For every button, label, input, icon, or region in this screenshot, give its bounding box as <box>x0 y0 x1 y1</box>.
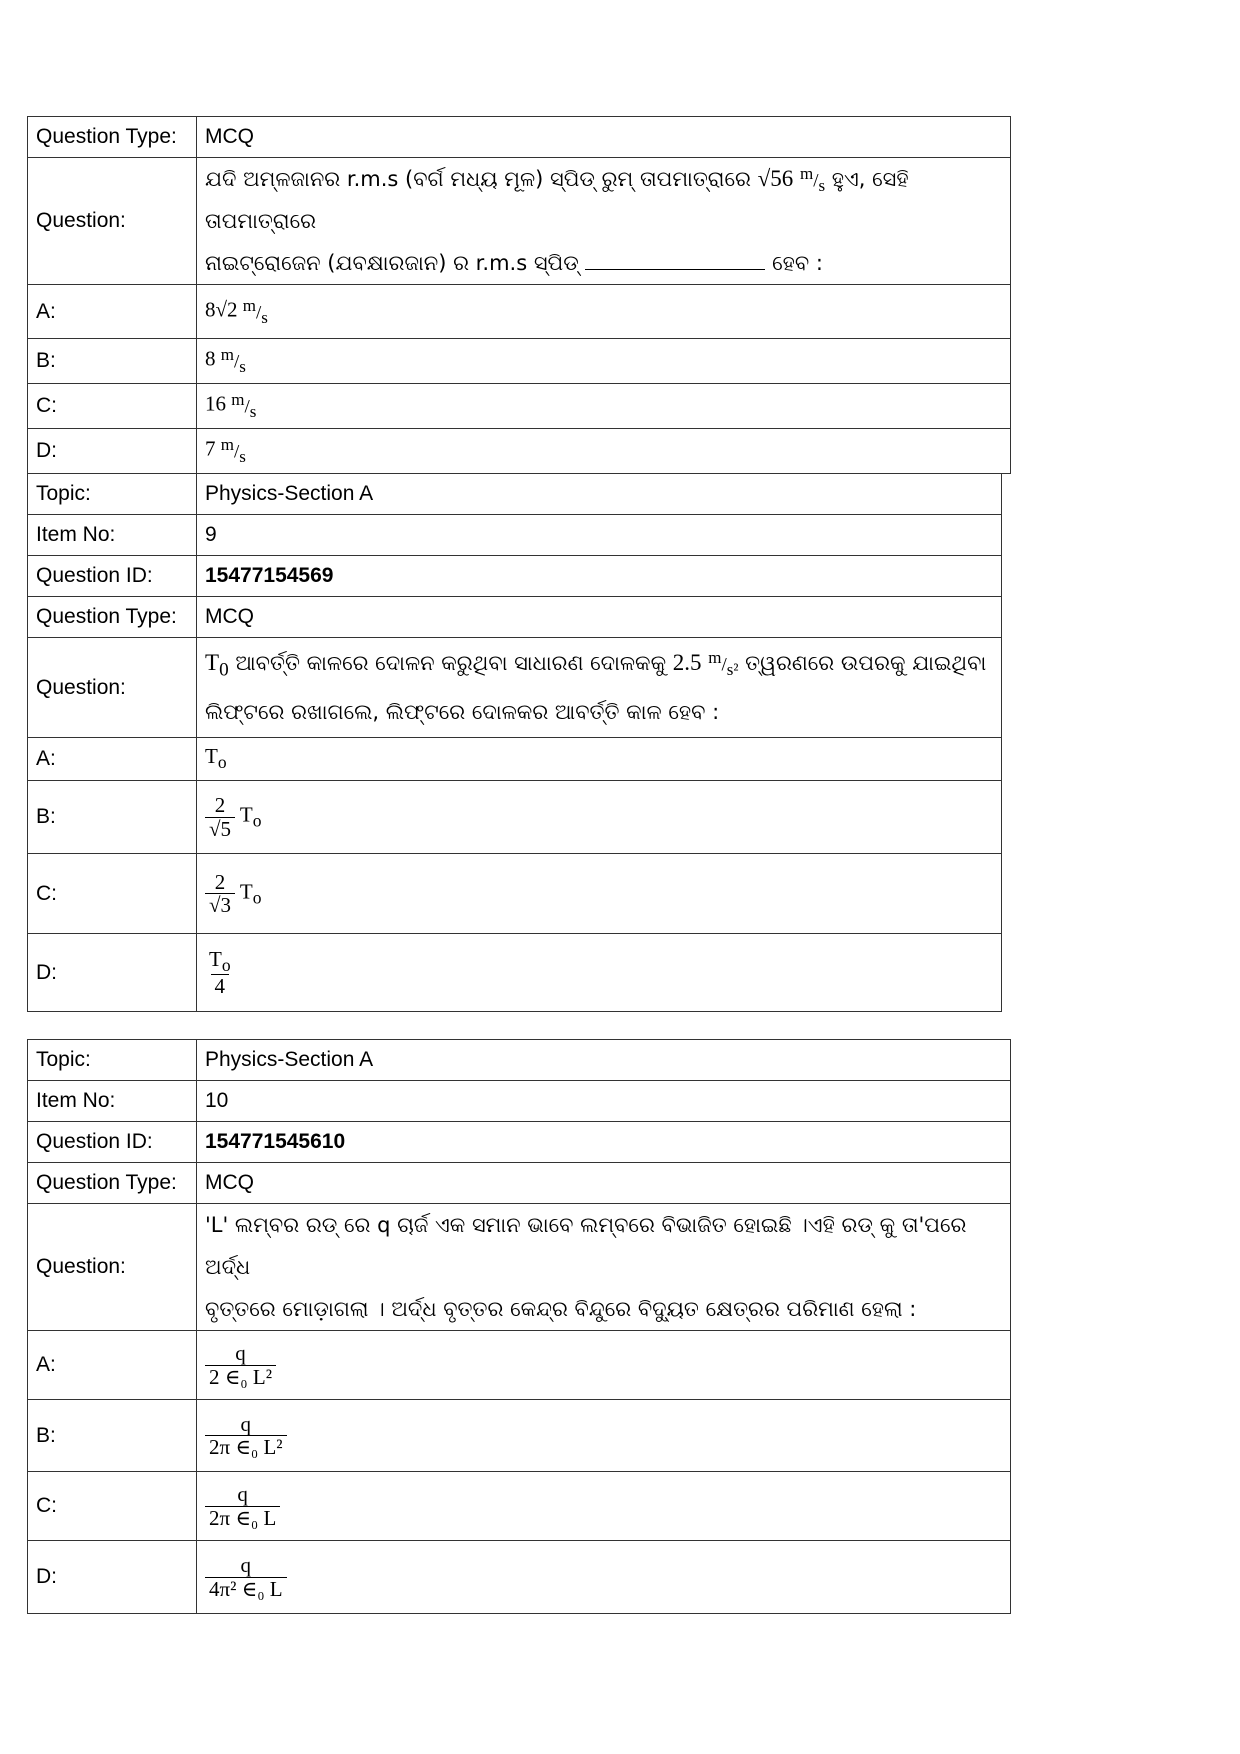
option-b-label: B: <box>28 781 197 854</box>
question-text-part1: ଯଦି ଅମ୍ଳଜାନର r.m.s (ବର୍ଗ ମଧ୍ୟ ମୂଳ) ସ୍ପିଡ୍ ରୁମ୍ ତାପମାତ୍ରାରେ <box>205 167 751 191</box>
question-speed-unit: $^m/_s$ <box>799 164 826 196</box>
option-c-label: C: <box>28 854 197 934</box>
question-id-value: 154771545610 <box>197 1122 1011 1163</box>
question-text-line2: ବୃତ୍ତରେ ମୋଡ଼ାଗଲା । ଅର୍ଦ୍ଧ ବୃତ୍ତର କେନ୍ଦ୍ର ବିନ୍ଦୁରେ ବିଦ୍ୟୁତ କ୍ଷେତ୍ରର ପରିମାଣ ହେଲା : <box>205 1297 917 1321</box>
question-type-label: Question Type: <box>28 1163 197 1204</box>
item-no-value: 10 <box>197 1081 1011 1122</box>
question-text-part2: ହୁଏ, ସେହି ତାପମାତ୍ରାରେ <box>205 167 909 233</box>
acceleration-value: 2.5 <box>672 649 702 675</box>
option-d: $\frac{q}{\text{4π² ∈₀ L}}$ <box>197 1541 1011 1614</box>
option-d: 7 $^m/_s$ <box>197 429 1011 474</box>
question-id-value: 15477154569 <box>197 556 1002 597</box>
question-text-line2a: ନାଇଟ୍ରୋଜେନ (ଯବକ୍ଷାରଜାନ) ର r.m.s ସ୍ପିଡ୍ <box>205 251 579 275</box>
item-no-label: Item No: <box>28 1081 197 1122</box>
topic-label: Topic: <box>28 474 197 515</box>
question-text <box>197 638 1002 738</box>
option-d-label: D: <box>28 934 197 1012</box>
option-d-label: D: <box>28 429 197 474</box>
option-b: $\frac{q}{\text{2π ∈₀ L²}}$ <box>197 1400 1011 1472</box>
option-d: $\frac{T_o}{4}$ <box>197 934 1002 1012</box>
option-a: 8√2 $^m/_s$ <box>197 285 1011 339</box>
topic-label: Topic: <box>28 1040 197 1081</box>
question-block-2 <box>27 473 1002 1012</box>
option-d-label: D: <box>28 1541 197 1614</box>
question-block-1 <box>27 116 1011 474</box>
option-c-label: C: <box>28 384 197 429</box>
question-text-part2: ତ୍ୱରଣରେ ଉପରକୁ ଯାଇଥିବା <box>745 650 987 675</box>
option-b: $\frac{2}{√5}$ $T_o$ <box>197 781 1002 854</box>
option-c: $\frac{q}{\text{2π ∈₀ L}}$ <box>197 1472 1011 1541</box>
option-a-label: A: <box>28 738 197 781</box>
period-symbol: $T_0$ <box>205 649 229 681</box>
option-b-label: B: <box>28 339 197 384</box>
question-block-3 <box>27 1039 1011 1614</box>
question-text <box>197 158 1011 285</box>
item-no-value: 9 <box>197 515 1002 556</box>
question-type-value: MCQ <box>197 1163 1011 1204</box>
question-type-label: Question Type: <box>28 597 197 638</box>
topic-value: Physics-Section A <box>197 474 1002 515</box>
answer-blank <box>585 251 765 270</box>
question-label: Question: <box>28 1204 197 1331</box>
option-b-label: B: <box>28 1400 197 1472</box>
question-type-value: MCQ <box>197 597 1002 638</box>
question-label: Question: <box>28 638 197 738</box>
question-text-line2b: ହେବ : <box>772 251 823 275</box>
option-b: 8 $^m/_s$ <box>197 339 1011 384</box>
option-a-label: A: <box>28 1331 197 1400</box>
question-text-line2: ଲିଫ୍ଟରେ ରଖାଗଲେ, ଲିଫ୍ଟରେ ଦୋଳକର ଆବର୍ତ୍ତି କାଳ ହେବ : <box>205 700 720 725</box>
question-id-label: Question ID: <box>28 1122 197 1163</box>
option-a: $T_o$ <box>197 738 1002 781</box>
option-a-label: A: <box>28 285 197 339</box>
question-text <box>197 1204 1011 1331</box>
item-no-label: Item No: <box>28 515 197 556</box>
question-text-part1: ଆବର୍ତ୍ତି କାଳରେ ଦୋଳନ କରୁଥିବା ସାଧାରଣ ଦୋଳକକୁ <box>235 650 667 675</box>
option-c: 16 $^m/_s$ <box>197 384 1011 429</box>
question-text-line1: 'L' ଲମ୍ବର ରଡ୍ ରେ q ଚାର୍ଜ ଏକ ସମାନ ଭାବେ ଲମ୍ବରେ ବିଭାଜିତ ହୋଇଛି ।ଏହି ରଡ୍ କୁ ତା'ପରେ ଅର୍ଦ୍ଧ <box>205 1213 967 1279</box>
acceleration-unit: $^m/_{s^2}$ <box>708 648 739 680</box>
question-speed-value: √56 <box>757 166 794 191</box>
question-label: Question: <box>28 158 197 285</box>
option-c-label: C: <box>28 1472 197 1541</box>
topic-value: Physics-Section A <box>197 1040 1011 1081</box>
option-c: $\frac{2}{√3}$ $T_o$ <box>197 854 1002 934</box>
question-type-label: Question Type: <box>28 117 197 158</box>
option-a: $\frac{q}{\text{2 ∈₀ L²}}$ <box>197 1331 1011 1400</box>
question-type-value: MCQ <box>197 117 1011 158</box>
question-id-label: Question ID: <box>28 556 197 597</box>
